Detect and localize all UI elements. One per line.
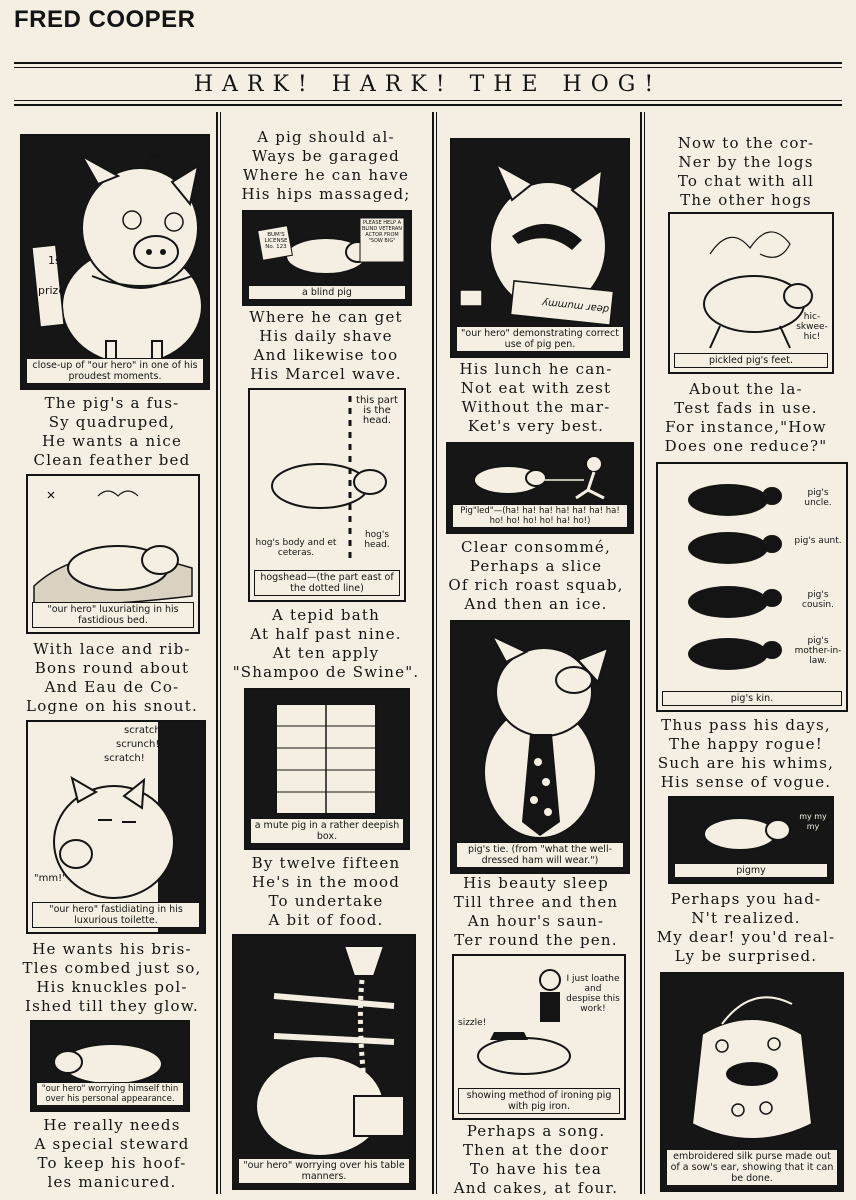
panel-prize (20, 134, 210, 390)
label-uncle: pig's uncle. (804, 488, 832, 508)
panel-table (232, 934, 416, 1190)
author-name: FRED COOPER (14, 6, 196, 33)
label-cousin: pig's cousin. (802, 590, 834, 610)
panel-toilette (26, 720, 206, 934)
verse-4: He really needs A special steward To keep his hoof- les manicured. (34, 1116, 190, 1191)
caption-worrying: "our hero" worrying himself thin over his personal appearance. (36, 1082, 184, 1106)
panel-iron (452, 954, 626, 1120)
caption-tie: pig's tie. (from "what the well-dressed ham will wear.") (456, 842, 624, 868)
prize-ribbon-rank: 1st (48, 254, 66, 267)
verse-13: Now to the cor- Ner by the logs To chat with all The other hogs (677, 134, 815, 209)
caption-pen: "our hero" demonstrating correct use of pig pen. (456, 326, 624, 352)
verse-9: His lunch he can- Not eat with zest Without the mar- Ket's very best. (459, 360, 613, 435)
label-scratch-2: scratch! (104, 753, 145, 764)
label-this-part: this part is the head. (356, 395, 398, 426)
caption-purse: embroidered silk purse made out of a sow's ear, showing that it can be done. (666, 1149, 838, 1186)
verse-14: About the la- Test fads in use. For instance,"How Does one reduce?" (664, 380, 828, 455)
column-rule (432, 112, 434, 1194)
verse-15: Thus pass his days, The happy rogue! Such are his whims, His sense of vogue. (657, 716, 835, 791)
panel-bed (26, 474, 200, 634)
pickled-pig-illustration (670, 214, 832, 372)
table-manners-illustration (234, 936, 414, 1188)
caption-hogshead: hogshead—(the part east of the dotted line) (254, 570, 400, 596)
column-rule (216, 112, 218, 1194)
verse-16: Perhaps you had- N't realized. My dear! you'd real- Ly be surprised. (656, 890, 836, 965)
verse-6: Where he can get His daily shave And likewise too His Marcel wave. (249, 308, 403, 383)
page-title: HARK! HARK! THE HOG! (193, 72, 663, 97)
caption-pigmy: pigmy (674, 863, 828, 878)
panel-pickled (668, 212, 834, 374)
label-sizzle: sizzle! (458, 1018, 487, 1028)
panel-hogshead (248, 388, 406, 602)
label-scratch-1: scratch! (124, 725, 165, 736)
verse-7: A tepid bath At half past nine. At ten apply "Shampoo de Swine". (232, 606, 420, 681)
verse-1: The pig's a fus- Sy quadruped, He wants a nice Clean feather bed (33, 394, 191, 469)
caption-blind: a blind pig (248, 285, 406, 300)
label-please-help: PLEASE HELP A BLIND VETERAN ACTOR FROM "SOW BIG" (361, 220, 403, 244)
caption-kin: pig's kin. (662, 691, 842, 706)
caption-pickled: pickled pig's feet. (674, 353, 828, 368)
panel-pigmy (668, 796, 834, 884)
label-aunt: pig's aunt. (794, 536, 842, 546)
caption-led: Pig"led"—(ha! ha! ha! ha! ha! ha! ha! ho! ho! ho! ho! ha! ho!) (452, 504, 628, 528)
caption-prize: close-up of "our hero" in one of his proudest moments. (26, 358, 204, 384)
panel-pen (450, 138, 630, 358)
label-mm: "mm!" (34, 873, 67, 884)
label-bums-license: BUM'S LICENSE No. 123 (264, 232, 288, 250)
verse-12: Perhaps a song. Then at the door To have his tea And cakes, at four. (453, 1122, 619, 1197)
caption-iron: showing method of ironing pig with pig iron. (458, 1088, 620, 1114)
caption-bed: "our hero" luxuriating in his fastidious bed. (32, 602, 194, 628)
label-mother-in-law: pig's mother-in-law. (794, 636, 842, 666)
verse-2: With lace and rib- Bons round about And Eau de Co- Logne on his snout. (26, 640, 198, 715)
label-hic: hic-skwee-hic! (796, 312, 828, 342)
verse-8: By twelve fifteen He's in the mood To undertake A bit of food. (251, 854, 401, 929)
label-my-my: my my my (799, 812, 827, 831)
panel-tie (450, 620, 630, 874)
verse-3: He wants his bris- Tles combed just so, His knuckles pol- Ished till they glow. (22, 940, 202, 1015)
verse-11: His beauty sleep Till three and then An hour's saun- Ter round the pen. (453, 874, 619, 949)
panel-blind (242, 210, 412, 306)
verse-5: A pig should al- Ways be garaged Where he can have His hips massaged; (241, 128, 411, 203)
title-band (14, 62, 842, 106)
panel-led (446, 442, 634, 534)
prize-ribbon-label: prize (38, 284, 66, 297)
label-signature: dear mummy (541, 296, 610, 315)
caption-toilette: "our hero" fastidiating in his luxurious toilette. (32, 902, 200, 928)
verse-10: Clear consommé, Perhaps a slice Of rich roast squab, And then an ice. (448, 538, 624, 613)
label-hogs-head: hog's head. (364, 530, 390, 550)
label-scrunch: scrunch! (116, 739, 160, 750)
caption-table: "our hero" worrying over his table manners. (238, 1158, 410, 1184)
label-hogs-body: hog's body and et ceteras. (255, 538, 337, 558)
caption-mute: a mute pig in a rather deepish box. (250, 818, 404, 844)
column-rule (640, 112, 642, 1194)
pig-pen-illustration (452, 140, 628, 356)
panel-kin (656, 462, 848, 712)
label-i-just: I just loathe and despise this work! (566, 974, 620, 1014)
panel-worrying (30, 1020, 190, 1112)
pig-tie-illustration (452, 622, 628, 872)
panel-purse (660, 972, 844, 1192)
panel-mute (244, 688, 410, 850)
